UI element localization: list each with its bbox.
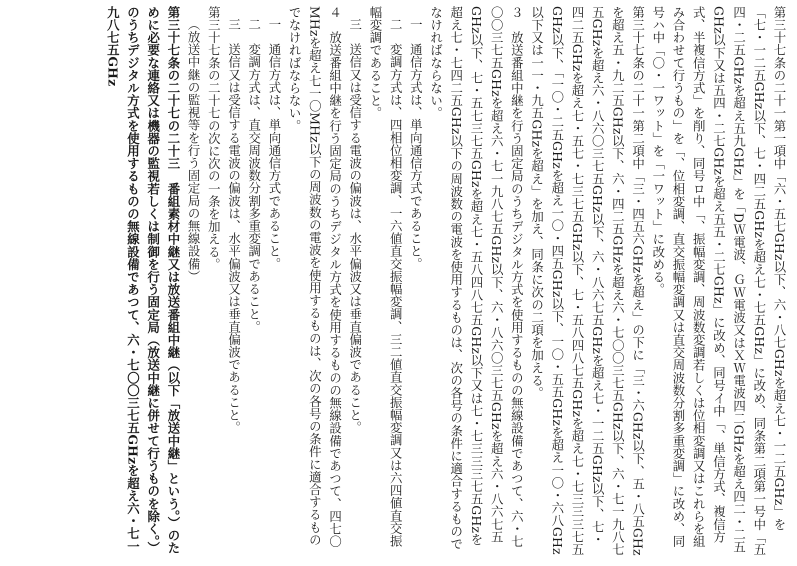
add-article-instruction: 第三十七条の二十七の次に次の一条を加える。	[206, 6, 222, 271]
paragraph-3: ３ 放送番組中継を行う固定局のうちデジタル方式を使用するものの無線設備であつて、六・七〇〇三七五GHzを超え六・七一九八七五GHz以下、六・八六〇三七五GHzを超え六・八六七五GHz以下、七・五七三七五GHzを超え七・五八四八七五GHz以下又は七・七三三三七五GHzを超え七・七四二五GHz以下の周波数の電波を使用するものは、次の各号の条件に適合するものでなければならない。	[428, 6, 525, 551]
paragraph-4-item-1: 一 通信方式は、単向通信方式であること。	[266, 18, 282, 271]
paragraph-4: ４ 放送番組中継を行う固定局のうちデジタル方式を使用するものの無線設備であつて、四七〇MHzを超え七一〇MHz以下の周波数の電波を使用するものは、次の各号の条件に適合するものでなければならない。	[287, 6, 343, 548]
paragraph-4-item-2: 二 変調方式は、直交周波数分割多重変調であること。	[246, 18, 262, 334]
paragraph-3-item-2: 二 変調方式は、四相位相変調、一六値直交振幅変調、三二値直交振幅変調又は六四値直交振幅変調であること。	[367, 6, 404, 548]
new-article-text: 第三十七条の二十七の二十三 番組素材中継又は放送番組中継（以下「放送中継」という。）のために必要な連絡又は機器の監視若しくは制御を行う固定局（放送中継に併せて行うものを除く。）のうちデジタル方式を使用するものの無線設備であつて、六・七〇〇三七五GHzを超え六・七一九八七五GHz	[105, 6, 181, 555]
amendment-paragraph-1: 第三十七条の二十一第一項中「六・五七GHz以下、六・八七GHzを超え七・一二五GHz」を「七・一二五GHz以下、七・四二五GHzを超え七・七五GHz」に改め、同条第二項第一号中「五四・二五GHzを超え五九GHz」を「DＷ電波、ＧＷ電波又はＸＷ電波四二GHzを超え四二・二五GHz以下又は五四・二七GHzを超え五五・二七GHz」に改め、同号イ中「、単信方式、複信方式、半複信方式」を削り、同号ロ中「、振幅変調、周波数変調若しくは位相変調又はこれらを組み合わせて行うもの」を「、位相変調、直交振幅変調又は直交周波数分割多重変調」に改め、同号ハ中「〇・一ワット」を「一ワット」に改める。	[650, 6, 787, 556]
amendment-paragraph-2: 第三十七条の二十一第二項中「三・四五六GHzを超え」の下に「三・六GHz以下、五・八五GHzを超え五・九二五GHz以下、六・四二五GHzを超え六・七〇〇三七五GHz以下、六・七一九八七五GHzを超え六・八六〇三七五GHz以下、六・八六七五GHzを超え七・一二五GHz以下、七・四二五GHzを超え七・五七・七三七五GHz以下、七・五八四八七五GHzを超え七・七三三三七五GHz以下、「一〇・二五GHzを超え一〇・四五GHz以下、一〇・五五GHzを超え一〇・六八GHz以下又は一一・九五GHzを超え」を加え、同条に次の二項を加える。	[529, 6, 646, 556]
article-caption: （放送中継の監視等を行う固定局の無線設備）	[186, 18, 202, 283]
vertical-text-body	[8, 6, 789, 558]
paragraph-3-item-3: 三 送信又は受信する電波の偏波は、水平偏波又は垂直偏波であること。	[347, 18, 363, 435]
paragraph-4-item-3: 三 送信又は受信する電波の偏波は、水平偏波又は垂直偏波であること。	[226, 18, 242, 435]
paragraph-3-item-1: 一 通信方式は、単向通信方式であること。	[408, 18, 424, 271]
